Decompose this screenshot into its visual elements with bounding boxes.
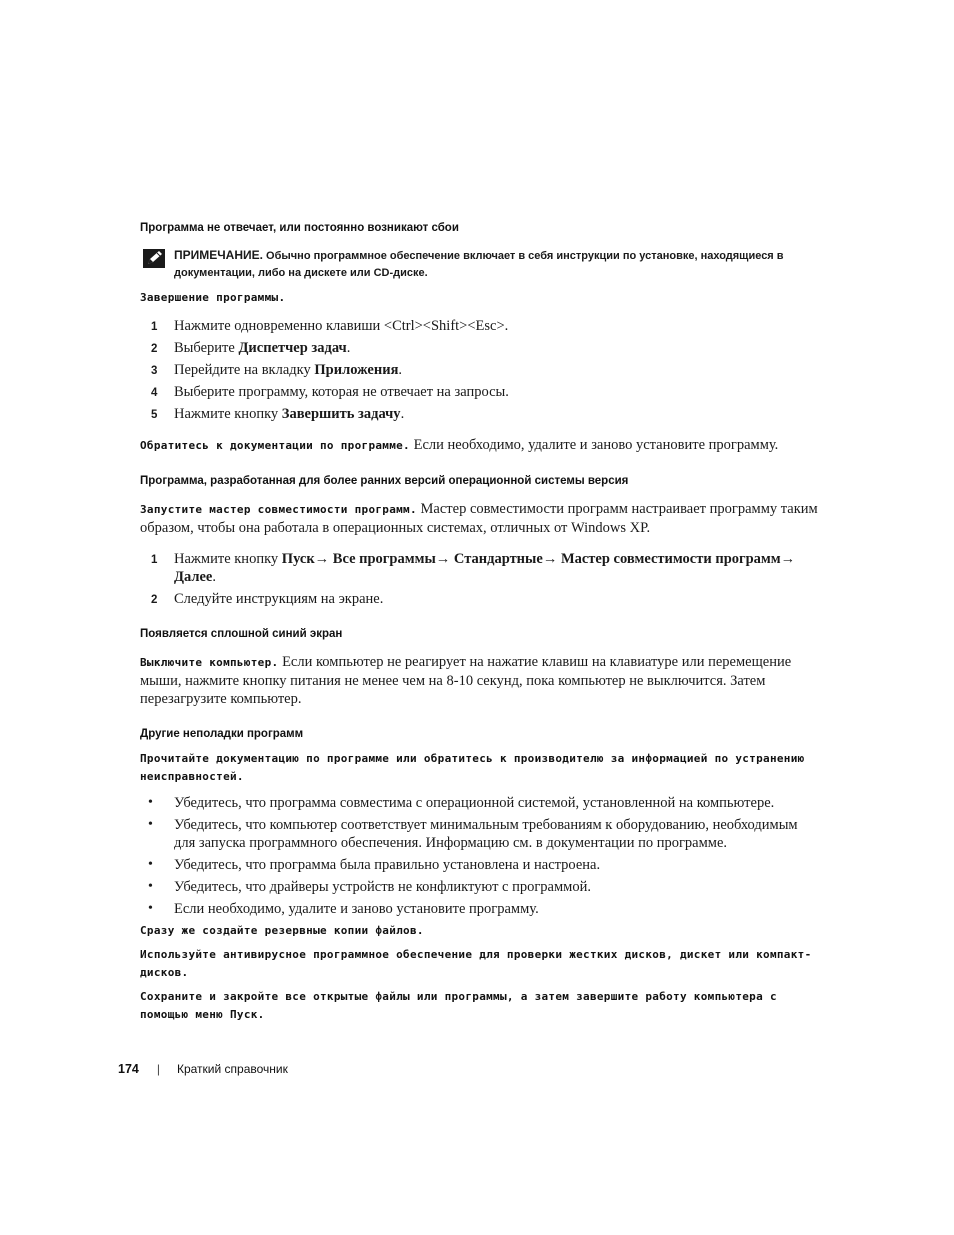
note-text: Обычно программное обеспечение включает в себя инструкции по установке, находящиеся в документации, либо на дискете или CD-диске.: [174, 250, 784, 279]
section-heading-blue-screen: Появляется сплошной синий экран: [140, 628, 343, 640]
paragraph-turn-off: Выключите компьютер. Если компьютер не реагирует на нажатие клавиш на клавиатуре или перемещение мыши, нажмите кнопку питания не менее чем на 8-10 секунд, пока компьютер не выключится. Затем перезагрузите компьютер.: [140, 654, 792, 707]
list-item: 3 Перейдите на вкладку Приложения.: [151, 362, 403, 378]
section-heading-other-problems: Другие неполадки программ: [140, 728, 304, 740]
list-item: 5 Нажмите кнопку Завершить задачу.: [151, 406, 405, 422]
section-heading-not-responding: Программа не отвечает, или постоянно возникают сбои: [140, 222, 459, 234]
steps-list-2: [140, 550, 820, 608]
note-label: ПРИМЕЧАНИЕ.: [174, 248, 263, 262]
lead-read-docs: Прочитайте документацию по программе или обратитесь к производителю за информацией по устранению неисправностей.: [140, 752, 805, 783]
list-item: • Убедитесь, что программа совместима с операционной системой, установленной на компьютере.: [148, 795, 775, 811]
page-footer: [118, 1062, 288, 1076]
tip-antivirus: Используйте антивирусное программное обеспечение для проверки жестких дисков, дискет или компакт-дисков.: [140, 948, 812, 979]
tip-backup: Сразу же создайте резервные копии файлов.: [140, 924, 424, 937]
list-item: • Убедитесь, что программа была правильно установлена и настроена.: [148, 857, 601, 873]
list-item: 4 Выберите программу, которая не отвечает на запросы.: [151, 384, 509, 400]
footer-separator: |: [156, 1062, 160, 1076]
list-item: 1 Нажмите одновременно клавиши <Ctrl><Shift><Esc>.: [151, 318, 509, 334]
section-heading-older-os: Программа, разработанная для более ранних версий операционной системы версия: [140, 475, 629, 487]
list-item: • Если необходимо, удалите и заново установите программу.: [148, 901, 539, 917]
list-item: • Убедитесь, что компьютер соответствует минимальным требованиям к оборудованию, необходимым для запуска программного обеспечения. Информацию см. в документации по программе.: [148, 817, 798, 851]
footer-title: Краткий справочник: [176, 1062, 288, 1076]
bullet-list: [140, 794, 820, 918]
page-number: 174: [118, 1062, 139, 1076]
steps-list-1: [140, 317, 820, 423]
note-block: [140, 247, 820, 282]
list-item: • Убедитесь, что драйверы устройств не конфликтуют с программой.: [148, 879, 591, 895]
list-item: 1 Нажмите кнопку Пуск→ Все программы→ Стандартные→ Мастер совместимости программ→ Далее.: [151, 551, 796, 585]
note-pencil-icon: [143, 249, 165, 268]
lead-end-program: Завершение программы.: [140, 291, 286, 304]
list-item: 2 Следуйте инструкциям на экране.: [151, 591, 384, 607]
paragraph-compat-wizard: Запустите мастер совместимости программ. Мастер совместимости программ настраивает программу таким образом, чтобы она работала в операционных системах, отличных от Windows XP.: [140, 501, 818, 536]
tip-save-close: Сохраните и закройте все открытые файлы или программы, а затем завершите работу компьютера с помощью меню Пуск.: [140, 990, 777, 1021]
paragraph-consult-docs: Обратитесь к документации по программе. Если необходимо, удалите и заново установите программу.: [140, 437, 779, 453]
list-item: 2 Выберите Диспетчер задач.: [151, 340, 351, 356]
page-content: [140, 222, 820, 1030]
